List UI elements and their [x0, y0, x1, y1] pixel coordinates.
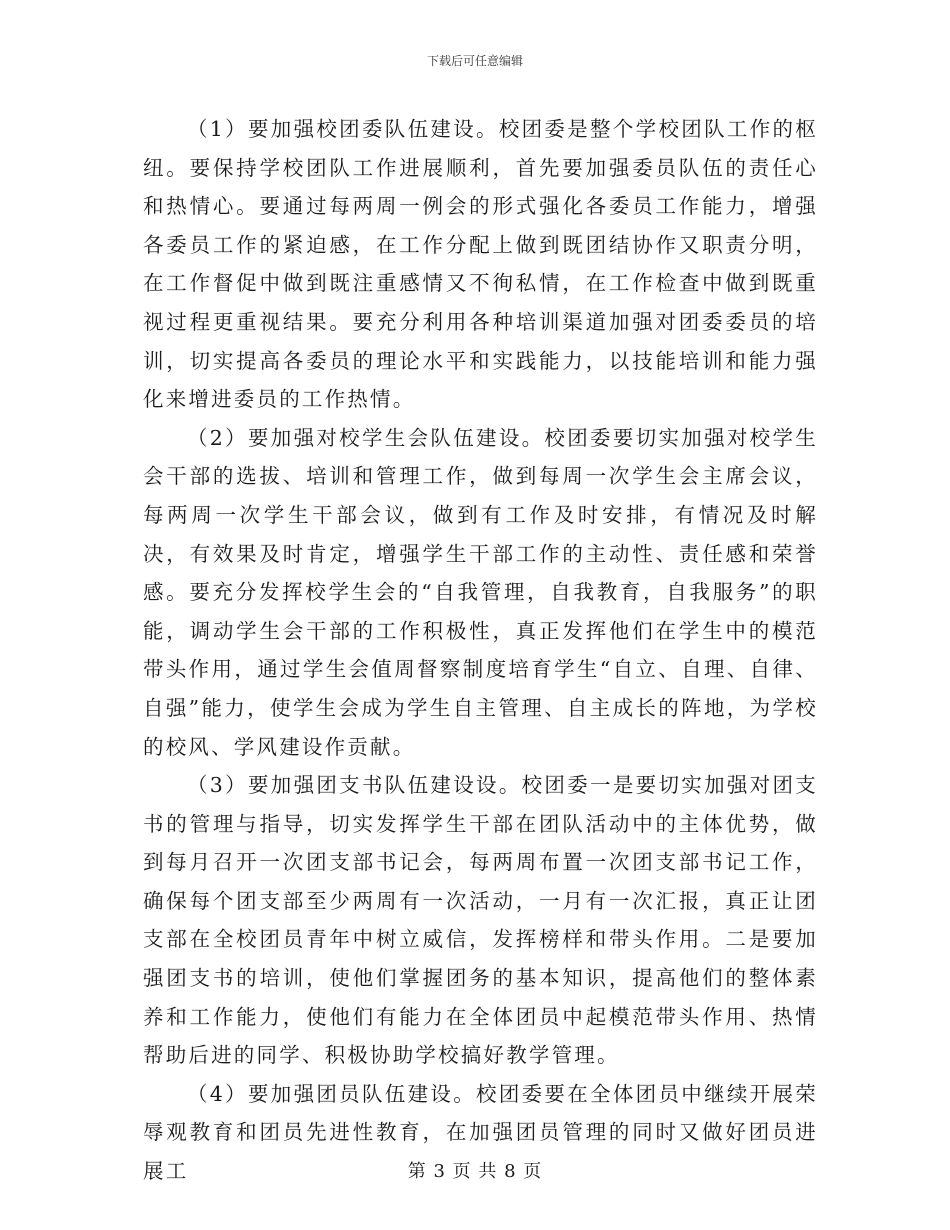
paragraph-2: （2）要加强对校学生会队伍建设。校团委要切实加强对校学生会干部的选拔、培训和管理工作，做到每周一次学生会主席会议，每两周一次学生干部会议，做到有工作及时安排，有情况及时解决，有效果及时肯定，增强学生干部工作的主动性、责任感和荣誉感。要充分发挥校学生会的“自我管理，自我教育，自我服务”的职能，调动学生会干部的工作积极性，真正发挥他们在学生中的模范带头作用，通过学生会值周督察制度培育学生“自立、自理、自律、自强”能力，使学生会成为学生自主管理、自主成长的阵地，为学校的校风、学风建设作贡献。	[143, 425, 818, 759]
paragraph-3: （3）要加强团支书队伍建设设。校团委一是要切实加强对团支书的管理与指导，切实发挥学生干部在团队活动中的主体优势，做到每月召开一次团支部书记会，每两周布置一次团支部书记工作，确保每个团支部至少两周有一次活动，一月有一次汇报，真正让团支部在全校团员青年中树立威信，发挥榜样和带头作用。二是要加强团支书的培训，使他们掌握团务的基本知识，提高他们的整体素养和工作能力，使他们有能力在全体团员中起模范带头作用、热情帮助后进的同学、积极协助学校搞好教学管理。	[143, 773, 818, 1068]
document-body	[143, 110, 818, 1191]
paragraph-1: （1）要加强校团委队伍建设。校团委是整个学校团队工作的枢纽。要保持学校团队工作进展顺利，首先要加强委员队伍的责任心和热情心。要通过每两周一例会的形式强化各委员工作能力，增强各委员工作的紧迫感，在工作分配上做到既团结协作又职责分明，在工作督促中做到既注重感情又不徇私情，在工作检查中做到既重视过程更重视结果。要充分利用各种培训渠道加强对团委委员的培训，切实提高各委员的理论水平和实践能力，以技能培训和能力强化来增进委员的工作热情。	[143, 117, 818, 412]
page-header: 下载后可任意编辑	[426, 54, 523, 68]
paragraph-4: （4）要加强团员队伍建设。校团委要在全体团员中继续开展荣辱观教育和团员先进性教育，在加强团员管理的同时又做好团员进展工	[143, 1081, 818, 1184]
page-footer: 第 3 页 共 8 页	[407, 1161, 543, 1182]
